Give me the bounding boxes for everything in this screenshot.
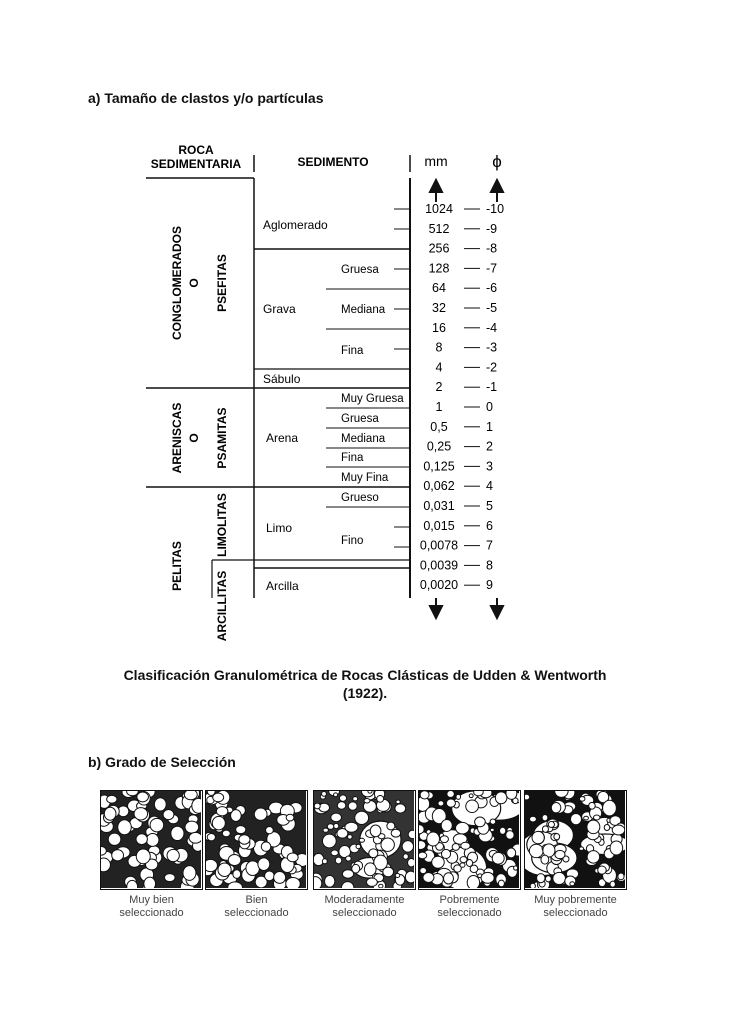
phi-value: -2 [486,360,498,375]
rock-label-arcillitas: ARCILLITAS [215,570,229,642]
sediment-sabulo: Sábulo [263,372,301,386]
mm-value: 0,25 [426,439,452,454]
mm-value: 0,015 [423,518,455,533]
sediment-limo: Limo [266,521,293,535]
sorting-label [205,894,308,920]
mm-value: 512 [428,221,450,236]
sorting-label-line-2: seleccionado [224,907,289,919]
header-roca: ROCA [178,143,214,157]
mm-value: 8 [435,340,443,355]
phi-value: -9 [486,221,498,236]
sorting-label-line-1: Moderadamente [324,894,405,906]
header-sedimentaria: SEDIMENTARIA [150,157,242,171]
sorting-label [524,894,627,920]
sorting-label [100,894,203,920]
section-b-title: b) Grado de Selección [88,754,236,770]
up-arrow-icon [491,180,503,202]
section-a-title: a) Tamaño de clastos y/o partículas [88,90,324,106]
phi-value: 8 [486,558,493,573]
sorting-label [313,894,416,920]
sorting-panel [100,790,203,932]
mm-value: 1 [435,400,443,414]
down-arrow-icon [491,598,503,618]
mm-value: 16 [432,320,446,335]
sorting-panel [418,790,521,932]
down-arrow-icon [430,598,442,618]
mm-value: 128 [428,261,450,276]
mm-value: 256 [428,241,450,256]
mm-value: 0,5 [430,419,448,434]
sorting-label-line-1: Muy bien [129,894,174,906]
phi-value: 1 [486,419,493,434]
header-mm: mm [424,153,448,169]
subclass-limo-grueso: Grueso [341,492,379,504]
subclass-arena-fina: Fina [341,452,364,464]
mm-value: 0,062 [423,479,455,494]
rock-label-areniscas: ARENISCAS [170,402,184,474]
up-arrow-icon [430,180,442,202]
header-phi: ϕ [492,152,502,171]
phi-value: 0 [486,400,493,414]
sorting-label-line-2: seleccionado [119,907,184,919]
sediment-aglomerado: Aglomerado [263,218,328,232]
rock-label-pelitas: PELITAS [170,541,184,591]
sorting-label [418,894,521,920]
rock-label-o-1: O [187,278,201,288]
header-sedimento: SEDIMENTO [297,155,369,169]
phi-value: 5 [486,499,493,513]
grain-texture [313,790,416,890]
sorting-panel [205,790,308,932]
subclass-arena-muy-gruesa: Muy Gruesa [341,393,404,405]
sorting-label-line-1: Muy pobremente [534,894,617,906]
phi-value: 9 [486,578,493,593]
mm-value: 32 [432,301,446,315]
mm-value: 1024 [425,202,453,216]
sediment-arena: Arena [266,431,299,445]
grain-texture [418,790,521,890]
grain-texture [100,790,203,890]
rock-label-psamitas: PSAMITAS [215,407,229,469]
phi-value: 4 [486,479,493,494]
sediment-grava: Grava [263,302,296,316]
subclass-arena-muy-fina: Muy Fina [341,472,389,484]
phi-value: 2 [486,439,493,454]
table-caption: Clasificación Granulométrica de Rocas Clásticas de Udden & Wentworth (1922). [123,667,607,701]
subclass-arena-mediana: Mediana [341,433,386,445]
rock-label-conglomerados: CONGLOMERADOS [170,226,184,340]
rock-label-psefitas: PSEFITAS [215,254,229,312]
mm-value: 0,031 [423,499,455,513]
sorting-panel [524,790,627,932]
subclass-limo-fino: Fino [341,535,364,547]
sorting-label-line-1: Pobremente [439,894,500,906]
mm-value: 0,125 [423,459,455,474]
sorting-label-line-2: seleccionado [437,907,502,919]
phi-value: 7 [486,538,493,553]
subclass-grava-fina: Fina [341,345,364,357]
phi-value: -4 [486,320,498,335]
mm-value: 64 [432,281,446,296]
phi-value: -1 [486,380,498,395]
phi-value: -10 [486,202,505,216]
rock-label-limolitas: LIMOLITAS [215,493,229,557]
subclass-grava-gruesa: Gruesa [341,264,379,276]
mm-value: 0,0078 [419,538,459,553]
mm-value: 4 [435,360,443,375]
phi-value: -8 [486,241,498,256]
sorting-label-line-1: Bien [245,894,268,906]
mm-value: 2 [435,380,443,395]
sorting-panel [313,790,416,932]
sorting-label-line-2: seleccionado [543,907,608,919]
phi-value: 3 [486,459,493,474]
phi-value: -7 [486,261,498,276]
phi-value: -5 [486,301,498,315]
sorting-label-line-2: seleccionado [332,907,397,919]
grain-texture [524,790,627,890]
grain-texture [205,790,308,890]
sediment-arcilla: Arcilla [266,579,299,593]
mm-value: 0,0039 [419,558,459,573]
subclass-grava-mediana: Mediana [341,304,386,316]
mm-value: 0,0020 [419,578,459,593]
phi-value: 6 [486,518,493,533]
rock-label-o-2: O [187,433,201,443]
phi-value: -3 [486,340,498,355]
phi-value: -6 [486,281,498,296]
subclass-arena-gruesa: Gruesa [341,413,379,425]
